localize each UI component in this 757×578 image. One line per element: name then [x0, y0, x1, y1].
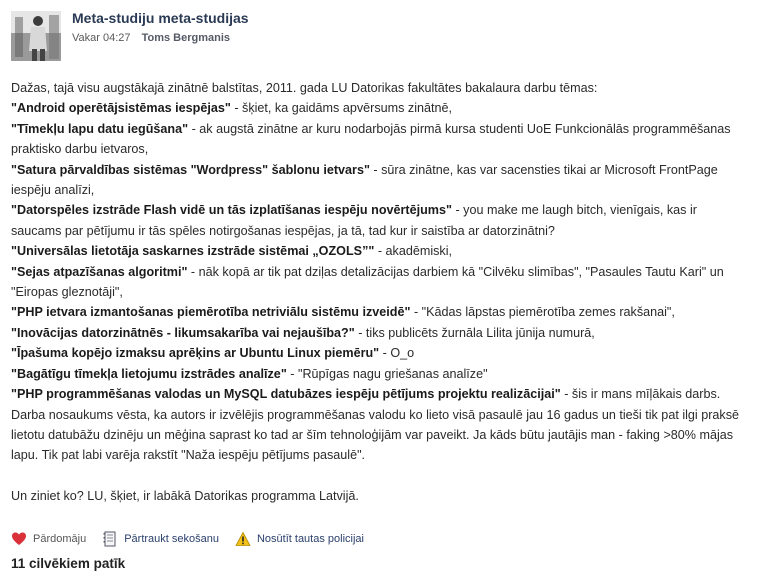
author-avatar[interactable]	[11, 11, 61, 61]
topic-title: "PHP programmēšanas valodas un MySQL datubāzes iespēju pētījums projektu realizācijai"	[11, 387, 561, 402]
topic-item	[11, 119, 746, 160]
topic-comment: - tiks publicēts žurnāla Lilita jūnija numurā,	[354, 325, 595, 340]
topic-item	[11, 364, 746, 384]
topic-item	[11, 262, 746, 303]
unfollow-label: Pārtraukt sekošanu	[124, 533, 219, 545]
like-button[interactable]	[11, 531, 86, 547]
topic-item	[11, 160, 746, 201]
post-author[interactable]: Toms Bergmanis	[141, 32, 231, 44]
post-content	[11, 78, 746, 506]
post-meta	[72, 32, 230, 44]
report-button[interactable]	[235, 531, 364, 547]
unfollow-button[interactable]	[102, 531, 219, 547]
topic-title: "Universālas lietotāja saskarnes izstrāde sistēmai „OZOLS”"	[11, 244, 375, 259]
topic-title: "Tīmekļu lapu datu iegūšana"	[11, 121, 189, 136]
warning-icon	[235, 531, 251, 547]
topic-item	[11, 302, 746, 322]
topic-item	[11, 98, 746, 118]
post-outro: Un ziniet ko? LU, šķiet, ir labākā Datorikas programma Latvijā.	[11, 488, 359, 503]
topic-title: "Android operētājsistēmas iespējas"	[11, 101, 231, 116]
topic-comment: - O_o	[379, 346, 415, 361]
topic-title: "Sejas atpazīšanas algoritmi"	[11, 264, 188, 279]
report-label: Nosūtīt tautas policijai	[256, 533, 364, 545]
like-label: Pārdomāju	[33, 533, 87, 545]
topic-comment: - nāk kopā ar tik pat dziļas detalizācijas darbiem kā "Cilvēku slimības", "Pasaules Tautu Kari" un "Eiropas gleznotāji",	[11, 264, 724, 300]
topic-title: "Satura pārvaldības sistēmas "Wordpress" šablonu ietvars"	[11, 162, 370, 177]
topic-comment: - sūra zinātne, kas var sacensties tikai ar Microsoft FrontPage iespēju analīzi,	[11, 162, 718, 198]
topic-item	[11, 241, 746, 261]
heart-icon	[11, 531, 27, 547]
topic-comment: - šis ir mans mīļākais darbs. Darba nosaukums vēsta, ka autors ir izvēlējis programmēšanas valodu ko lieto visā pasaulē jau 16 gadus un tieši tik pat ilgi praksē lietotu datubāžu dzinēju un mēģina saprast ko tad ar šīm tehnoloģijām var paveikt. Ja kāds būtu jautājis man - faking >80% mājas lapu. Tik pat labi varēja rakstīt "Naža iespēju pētījums pasaulē".	[11, 387, 740, 463]
topic-comment: - you make me laugh bitch, vienīgais, kas ir saucams par pētījumu ir tās spēles notirgošanas iespējas, ja tā, tad kur ir saistība ar datorzinātni?	[11, 203, 697, 238]
topic-title: "Īpašuma kopējo izmaksu aprēķins ar Ubuntu Linux piemēru"	[11, 346, 380, 361]
topic-title: "Datorspēles izstrāde Flash vidē un tās izplatīšanas iespēju novērtējums"	[11, 203, 452, 218]
topic-item	[11, 323, 746, 343]
post-title[interactable]: Meta-studiju meta-studijas	[72, 10, 249, 26]
topic-comment: - šķiet, ka gaidāms apvērsums zinātnē,	[230, 101, 453, 116]
topic-comment: - "Rūpīgas nagu griešanas analīze"	[286, 366, 488, 381]
topic-comment: - ak augstā zinātne ar kuru nodarbojās pirmā kursa studenti UoE Funkcionālās programmēšanas praktisko darbu ietvaros,	[11, 121, 731, 157]
topic-comment: - "Kādas lāpstas piemērotība zemes rakšanai",	[410, 305, 675, 320]
topic-comment: - akadēmiski,	[374, 244, 453, 259]
notebook-icon	[102, 531, 118, 547]
post-time: Vakar 04:27	[72, 32, 131, 44]
topic-item	[11, 384, 746, 466]
post-intro: Dažas, tajā visu augstākajā zinātnē balstītas, 2011. gada LU Datorikas fakultātes bakalaura darbu tēmas:	[11, 81, 598, 95]
topic-title: "PHP ietvara izmantošanas piemērotība netriviālu sistēmu izveidē"	[11, 305, 411, 320]
topic-title: "Bagātīgu tīmekļa lietojumu izstrādes analīze"	[11, 366, 287, 381]
post-actions	[11, 530, 380, 548]
topic-item	[11, 343, 746, 363]
topic-item	[11, 200, 746, 241]
paragraph-gap	[11, 466, 746, 486]
topic-list	[11, 98, 746, 465]
avatar-image	[11, 11, 61, 61]
likes-count[interactable]: 11 cilvēkiem patīk	[11, 556, 126, 571]
topic-title: "Inovācijas datorzinātnēs - likumsakarība vai nejaušība?"	[11, 325, 355, 340]
